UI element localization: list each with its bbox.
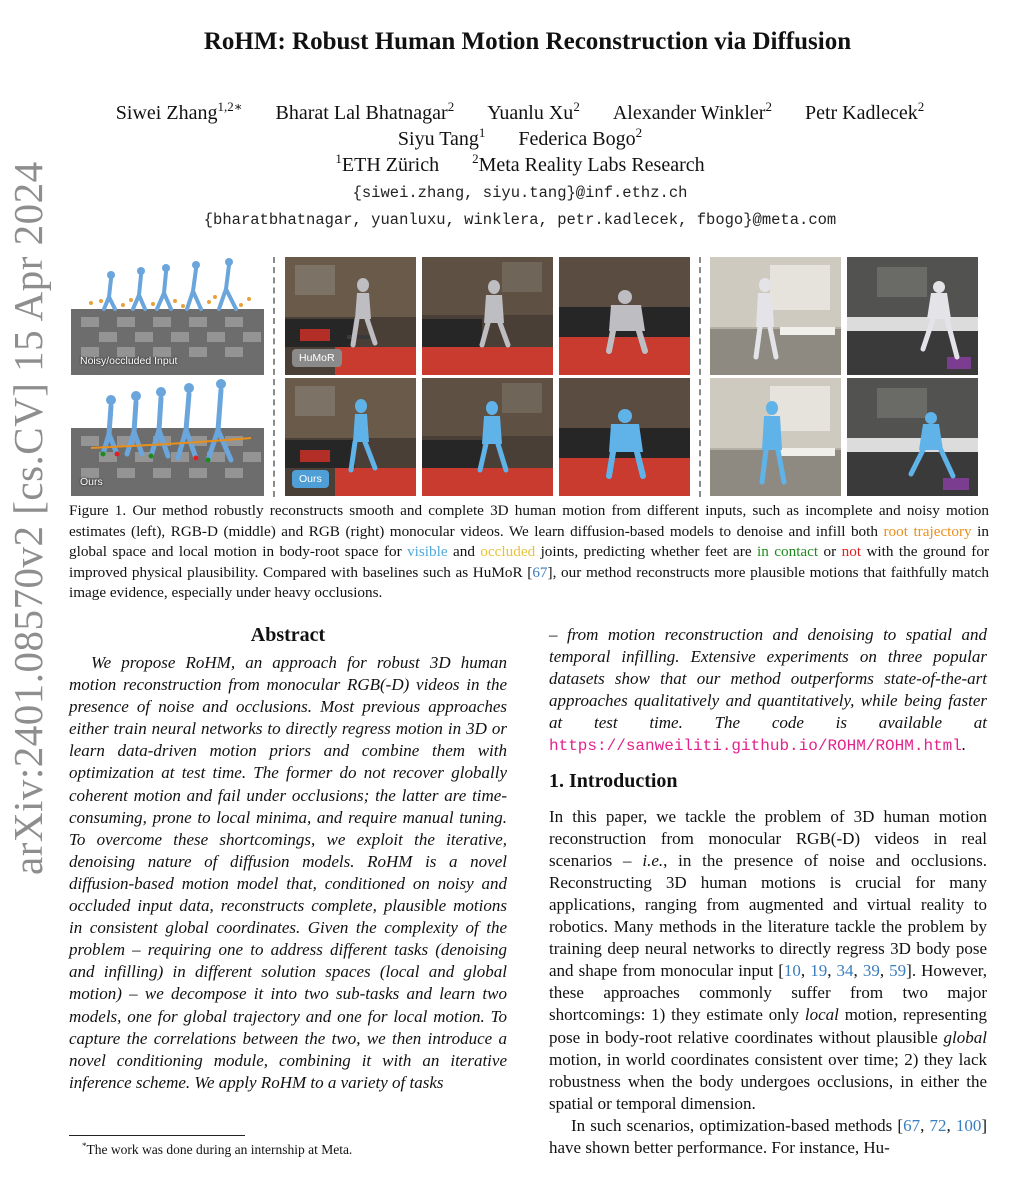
figure-divider-left <box>273 257 275 497</box>
figure-panel-humor-1 <box>285 257 416 375</box>
figure-tag-ours-mid: Ours <box>292 470 329 488</box>
figure-panel-humor-2 <box>422 257 553 375</box>
citation-link[interactable]: 19 <box>810 961 828 981</box>
figure-tag-noisy-input: Noisy/occluded Input <box>80 355 178 367</box>
figure-panel-ours-left <box>71 378 264 496</box>
citation-link[interactable]: 59 <box>889 961 907 981</box>
author-name: Yuanlu Xu$^2$ <box>487 99 580 124</box>
author-name: Federica Bogo$^2$ <box>518 125 643 150</box>
footnote: *The work was done during an internship at Meta. <box>82 1141 353 1157</box>
citation-link[interactable]: 39 <box>862 961 880 981</box>
author-name: Petr Kadlecek$^2$ <box>804 99 925 124</box>
abstract-text: We propose RoHM, an approach for robust 3D human motion reconstruction from monocular RGB(-D) videos in the presence of noise and occlusions. Most previous approaches either train neural networks to directly regress motion in 3D or learn data-driven motion priors and combine them with optimization at test time. The former do not recover globally coherent motion and fail under occlusions; the latter are time-consuming, prone to local minima, and require manual tuning. To overcome these shortcomings, we exploit the iterative, denoising nature of diffusion models. RoHM is a novel diffusion-based motion model that, conditioned on noisy and occluded input data, reconstructs complete, plausible motions in consistent global coordinates. Given the complexity of the problem – requiring one to address different tasks (denoising and infilling) in different solution spaces (local and global motion) – we decompose it into two sub-tasks and learn two models, one for global trajectory and one for local motion. To capture the correlations between the two, we then introduce a novel conditioning module, combining it with an iterative inference scheme. We apply RoHM to a variety of tasks <box>69 653 507 1092</box>
figure-divider-right <box>699 257 701 497</box>
author-line-2 <box>60 125 980 151</box>
affiliation: $^1$ETH Zürich <box>335 151 440 176</box>
figure-panel-rgb-baseline-1 <box>710 257 841 375</box>
email-line-1: {siwei.zhang, siyu.tang}@inf.ethz.ch <box>352 184 688 202</box>
figure-panel-ours-3 <box>559 378 690 496</box>
project-url-link[interactable]: https://sanweiliti.github.io/ROHM/ROHM.html <box>549 737 962 756</box>
author-name: Siwei Zhang$^{1,2∗}$ <box>115 99 243 124</box>
citation-link[interactable]: 67 <box>532 563 548 581</box>
paper-title: RoHM: Robust Human Motion Reconstruction via Diffusion <box>203 28 852 55</box>
author-line-1 <box>60 99 980 125</box>
introduction-heading: 1. Introduction <box>549 769 678 792</box>
footnote-rule <box>69 1135 245 1136</box>
abstract-heading: Abstract <box>250 624 326 646</box>
figure-tag-ours-left: Ours <box>80 476 103 488</box>
figure-panel-noisy-input <box>71 257 264 375</box>
right-column <box>549 624 987 1159</box>
affiliation: $^2$Meta Reality Labs Research <box>472 151 705 176</box>
citation-link[interactable]: 34 <box>836 961 854 981</box>
abstract-continued: – from motion reconstruction and denoising to spatial and temporal infilling. Extensive experiments on three popular datasets show that our method outperforms state-of-the-art approaches qualitatively and quantitatively, while being faster at test time. The code is available at https://sanweiliti.github.io/ROHM/ROHM.html. <box>549 625 987 756</box>
author-name: Alexander Winkler$^2$ <box>612 99 772 124</box>
email-line-2: {bharatbhatnagar, yuanluxu, winklera, petr.kadlecek, fbogo}@meta.com <box>203 211 837 229</box>
citation-link[interactable]: 10 <box>783 961 801 981</box>
figure-panel-rgb-baseline-2 <box>847 257 978 375</box>
citation-link[interactable]: 67 <box>903 1115 921 1135</box>
affiliations <box>60 151 980 177</box>
figure-panel-rgb-ours-2 <box>847 378 978 496</box>
citation-link[interactable]: 100 <box>955 1115 982 1135</box>
figure-tag-humor: HuMoR <box>292 349 342 367</box>
arxiv-identifier-stamp: arXiv:2401.08570v2 [cs.CV] 15 Apr 2024 <box>5 161 51 875</box>
figure-caption: Figure 1. Our method robustly reconstructs smooth and complete 3D human motion from different inputs, such as incomplete and noisy motion estimates (left), RGB-D (middle) and RGB (right) monocular videos. We learn diffusion-based models to denoise and infill both root trajectory in global space and local motion in body-root space for visible and occluded joints, predicting whether feet are in contact or not with the ground for improved physical plausibility. Compared with baselines such as HuMoR [67], our method reconstructs more plausible motions that faithfully match image evidence, especially under heavy occlusions. <box>69 502 990 601</box>
intro-paragraph-1: In this paper, we tackle the problem of 3D human motion reconstruction from monocular RGB(-D) videos in real scenarios – i.e., in the presence of noise and occlusions. Reconstructing 3D human motions is crucial for many applications, ranging from augmented and virtual reality to robotics. Many methods in the literature tackle the problem by training deep neural networks to directly regress 3D body pose and shape from monocular input [10, 19, 34, 39, 59]. However, these approaches commonly suffer from two major shortcomings: 1) they estimate only local motion, representing pose in body-root relative coordinates without plausible global motion, in world coordinates consistent over time; 2) they lack robustness when the body undergoes occlusions, in either the spatial or temporal dimension. <box>549 806 988 1113</box>
citation-link[interactable]: 72 <box>929 1115 947 1135</box>
intro-paragraph-2: In such scenarios, optimization-based methods [67, 72, 100] have shown better performance. For instance, Hu- <box>549 1115 988 1157</box>
author-name: Bharat Lal Bhatnagar$^2$ <box>275 99 455 124</box>
figure-panel-ours-2 <box>422 378 553 496</box>
figure-panel-ours-1 <box>285 378 416 496</box>
figure-panel-humor-3 <box>559 257 690 375</box>
left-column <box>69 622 507 1094</box>
figure-panel-rgb-ours-1 <box>710 378 841 496</box>
author-name: Siyu Tang$^1$ <box>397 125 486 150</box>
